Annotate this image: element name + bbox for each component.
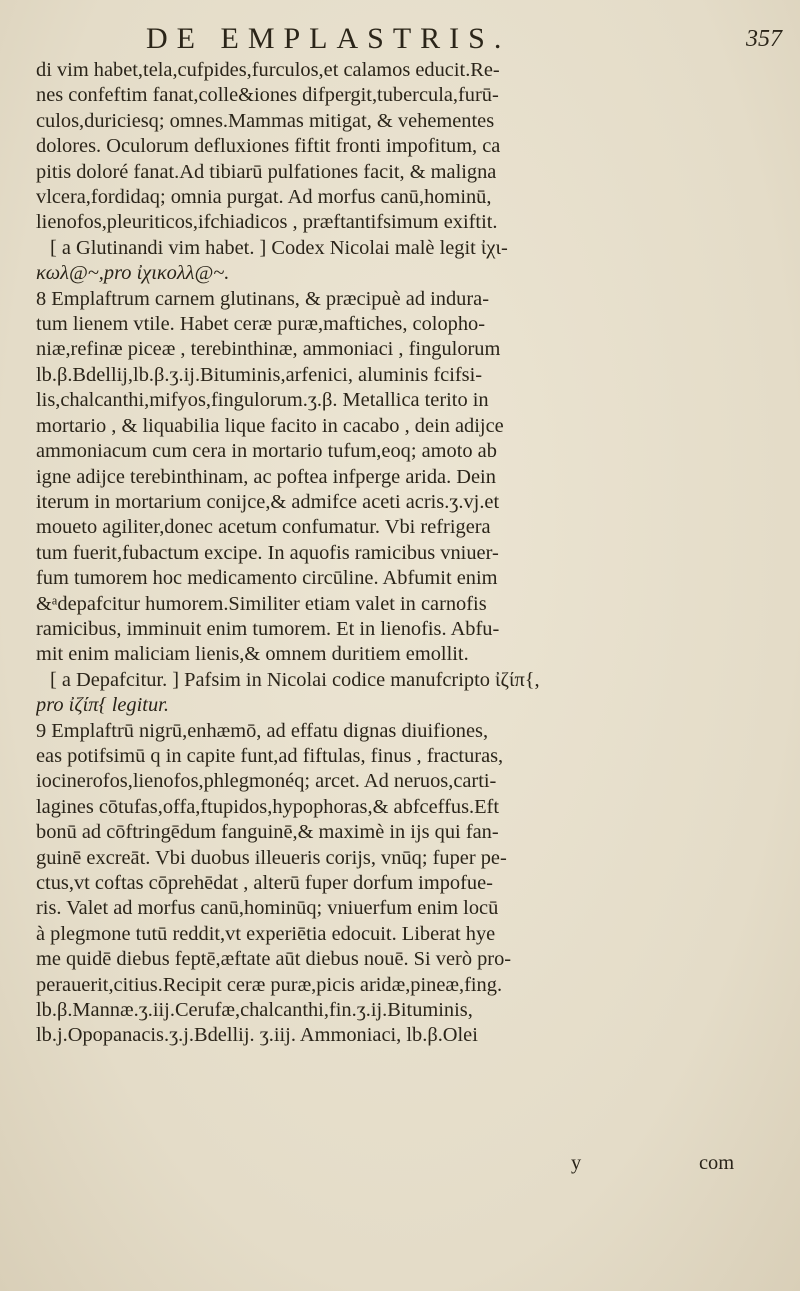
text-line: tum fuerit,fubactum excipe. In aquofis ramicibus vniuer- xyxy=(36,541,499,564)
text-line: lb.β.Bdellij,lb.β.ʒ.ij.Bituminis,arfenici, aluminis fcifsi- xyxy=(36,363,483,386)
text-line: dolores. Oculorum defluxiones fiftit fronti impofitum, ca xyxy=(36,135,501,158)
text-line: lis,chalcanthi,mifyos,fingulorum.ʒ.β. Metallica terito in xyxy=(36,389,489,412)
running-head xyxy=(96,22,786,58)
catchword: com xyxy=(699,1152,735,1174)
text-line: iterum in mortarium conijce,& admifce aceti acris.ʒ.vj.et xyxy=(36,490,500,513)
text-line: lb.β.Mannæ.ʒ.iij.Cerufæ,chalcanthi,fin.ʒ.ij.Bituminis, xyxy=(36,999,473,1022)
text-line: pitis doloré fanat.Ad tibiarū pulfationes facit, & maligna xyxy=(36,160,497,183)
text-line: nes confeftim fanat,colle&iones difpergit,tubercula,furū- xyxy=(36,84,499,107)
text-line: κωλ@~,pro ἰχικολλ@~. xyxy=(36,262,230,285)
text-line: igne adijce terebinthinam, ac poftea infperge arida. Dein xyxy=(36,465,496,488)
text-line: lienofos,pleuriticos,ifchiadicos , præftantifsimum exiftit. xyxy=(36,211,498,234)
text-line: guinē excreāt. Vbi duobus illeueris corijs, vnūq; fuper pe- xyxy=(36,846,507,869)
text-line: à plegmone tutū reddit,vt experiētia edocuit. Liberat hye xyxy=(36,922,496,945)
running-title: DE EMPLASTRIS. xyxy=(146,22,511,55)
text-line: perauerit,citius.Recipit ceræ puræ,picis aridæ,pineæ,fing. xyxy=(36,973,503,996)
text-line: 9 Emplaftrū nigrū,enhæmō, ad effatu dignas diuifiones, xyxy=(36,719,489,742)
text-line: lb.j.Opopanacis.ʒ.j.Bdellij. ʒ.iij. Ammoniaci, lb.β.Olei xyxy=(36,1024,478,1047)
text-line: lagines cōtufas,offa,ftupidos,hypophoras,& abfceffus.Eft xyxy=(36,795,500,818)
text-line: tum lienem vtile. Habet ceræ puræ,maftiches, colopho- xyxy=(36,313,486,336)
text-line: moueto agiliter,donec acetum confumatur. Vbi refrigera xyxy=(36,516,491,539)
text-line: [ a Glutinandi vim habet. ] Codex Nicolai malè legit ἰχι- xyxy=(50,236,508,259)
body-text xyxy=(36,58,784,1049)
text-line: di vim habet,tela,cufpides,furculos,et calamos educit.Re- xyxy=(36,59,500,81)
text-line: niæ,refinæ piceæ , terebinthinæ, ammoniaci , fingulorum xyxy=(36,338,501,361)
text-line: ramicibus, imminuit enim tumorem. Et in lienofis. Abfu- xyxy=(36,617,500,640)
text-line: ctus,vt coftas cōprehēdat , alterū fuper dorfum impofue- xyxy=(36,872,493,894)
text-line: ris. Valet ad morfus canū,hominūq; vniuerfum enim locū xyxy=(36,897,499,920)
text-line: fum tumorem hoc medicamento circūline. Abfumit enim xyxy=(36,567,498,590)
page-number: 357 xyxy=(746,26,782,52)
text-line: pro ἰζίπ{ legitur. xyxy=(36,694,169,717)
text-line: me quidē diebus feptē,æftate aūt diebus nouē. Si verò pro- xyxy=(36,948,512,971)
text-line: [ a Depafcitur. ] Pafsim in Nicolai codice manufcripto ἰζίπ{, xyxy=(50,668,540,691)
text-line: ammoniacum cum cera in mortario tufum,eoq; amoto ab xyxy=(36,440,497,463)
text-line: eas potifsimū q in capite funt,ad fiftulas, finus , fracturas, xyxy=(36,744,504,767)
text-line: vlcera,fordidaq; omnia purgat. Ad morfus canū,hominū, xyxy=(36,186,492,209)
text-line: &ᵃdepafcitur humorem.Similiter etiam valet in carnofis xyxy=(36,592,487,615)
text-line: mit enim maliciam lienis,& omnem duritiem emollit. xyxy=(36,643,469,666)
text-line: mortario , & liquabilia lique facito in cacabo , dein adijce xyxy=(36,414,504,437)
text-line: iocinerofos,lienofos,phlegmonéq; arcet. Ad neruos,carti- xyxy=(36,770,497,793)
text-line: 8 Emplaftrum carnem glutinans, & præcipuè ad indura- xyxy=(36,287,489,310)
text-line: culos,duriciesq; omnes.Mammas mitigat, & vehementes xyxy=(36,109,495,132)
text-line: bonū ad cōftringēdum fanguinē,& maximè in ijs qui fan- xyxy=(36,821,499,844)
signature-mark: y xyxy=(571,1152,582,1174)
